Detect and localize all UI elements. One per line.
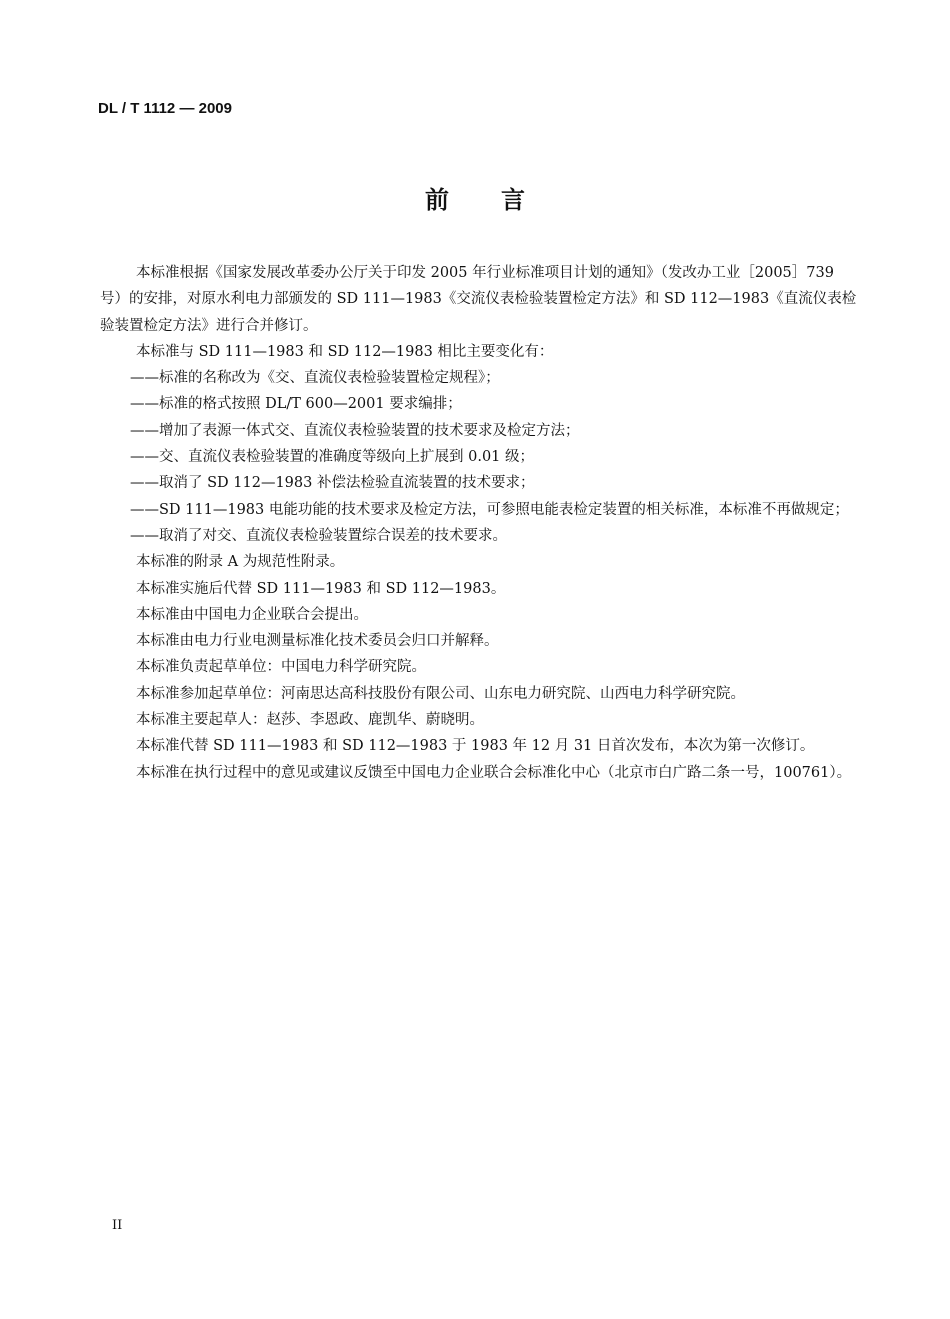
page-number: II bbox=[112, 1218, 123, 1233]
paragraph: 本标准由中国电力企业联合会提出。 bbox=[136, 606, 368, 623]
paragraph: 本标准负责起草单位：中国电力科学研究院。 bbox=[136, 659, 426, 676]
foreword-body bbox=[100, 260, 858, 786]
paragraph: 本标准参加起草单位：河南思达高科技股份有限公司、山东电力研究院、山西电力科学研究院。 bbox=[136, 685, 745, 702]
change-list-item: ——取消了对交、直流仪表检验装置综合误差的技术要求。 bbox=[130, 527, 507, 544]
paragraph: 本标准的附录 A 为规范性附录。 bbox=[136, 554, 345, 571]
paragraph: 本标准实施后代替 SD 111—1983 和 SD 112—1983。 bbox=[136, 580, 506, 597]
title-char-2: 言 bbox=[501, 186, 525, 214]
change-list-item: ——标准的格式按照 DL/T 600—2001 要求编排； bbox=[130, 396, 462, 413]
paragraph: 本标准由电力行业电测量标准化技术委员会归口并解释。 bbox=[136, 633, 499, 650]
paragraph: 本标准与 SD 111—1983 和 SD 112—1983 相比主要变化有： bbox=[136, 343, 554, 360]
title-char-1: 前 bbox=[425, 186, 449, 214]
change-list-item: ——SD 111—1983 电能功能的技术要求及检定方法，可参照电能表检定装置的相关标准，本标准不再做规定； bbox=[130, 501, 849, 518]
paragraph: 本标准代替 SD 111—1983 和 SD 112—1983 于 1983 年 12 月 31 日首次发布，本次为第一次修订。 bbox=[136, 738, 815, 755]
change-list-item: ——标准的名称改为《交、直流仪表检验装置检定规程》； bbox=[130, 370, 500, 387]
change-list-item: ——取消了 SD 112—1983 补偿法检验直流装置的技术要求； bbox=[130, 475, 535, 492]
paragraph: 本标准根据《国家发展改革委办公厅关于印发 2005 年行业标准项目计划的通知》（发改办工业［2005］739 号）的安排，对原水利电力部颁发的 SD 111—1983《交流仪表检验装置检定方法》和 SD 112—1983《直流仪表检验装置检定方法》进行合并修订。 bbox=[100, 265, 857, 334]
paragraph: 本标准在执行过程中的意见或建议反馈至中国电力企业联合会标准化中心（北京市白广路二条一号，100761）。 bbox=[136, 764, 852, 781]
document-code: DL / T 1112 — 2009 bbox=[98, 100, 232, 117]
page-title bbox=[0, 180, 950, 215]
change-list-item: ——交、直流仪表检验装置的准确度等级向上扩展到 0.01 级； bbox=[130, 449, 535, 466]
change-list-item: ——增加了表源一体式交、直流仪表检验装置的技术要求及检定方法； bbox=[130, 422, 580, 439]
paragraph: 本标准主要起草人：赵莎、李恩政、鹿凯华、蔚晓明。 bbox=[136, 712, 484, 729]
